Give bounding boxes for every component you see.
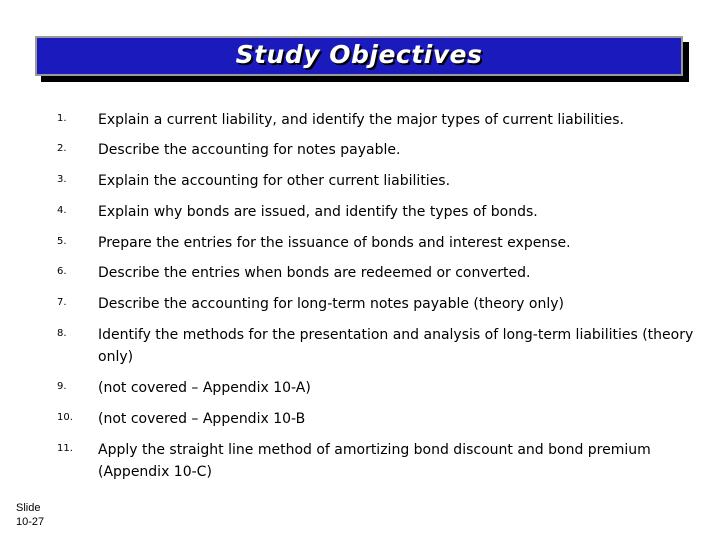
objective-text: Identify the methods for the presentation and analysis of long-term liabilities (theory only) bbox=[98, 327, 694, 365]
objective-text: Describe the accounting for long-term notes payable (theory only) bbox=[98, 296, 564, 312]
objective-number: 2. bbox=[57, 143, 67, 154]
objective-text: Describe the accounting for notes payable. bbox=[98, 142, 401, 158]
objective-number: 4. bbox=[57, 205, 67, 216]
slide-label-word: Slide bbox=[16, 502, 41, 514]
objective-number: 3. bbox=[57, 174, 67, 185]
slide-label-number: 10-27 bbox=[16, 516, 45, 528]
objective-number: 6. bbox=[57, 266, 67, 277]
objective-number: 5. bbox=[57, 236, 67, 247]
objective-text: Explain why bonds are issued, and identify the types of bonds. bbox=[98, 204, 538, 220]
objective-number: 9. bbox=[57, 381, 67, 392]
objective-number: 8. bbox=[57, 328, 67, 339]
slide-number-label bbox=[16, 501, 44, 529]
objective-number: 7. bbox=[57, 297, 67, 308]
objective-text: (not covered – Appendix 10-B bbox=[98, 411, 306, 427]
objective-text: Explain a current liability, and identify the major types of current liabilities. bbox=[98, 112, 624, 128]
objective-text: Prepare the entries for the issuance of bonds and interest expense. bbox=[98, 235, 571, 251]
objective-number: 1. bbox=[57, 113, 67, 124]
objective-text: Explain the accounting for other current liabilities. bbox=[98, 173, 451, 189]
objective-number: 10. bbox=[57, 412, 73, 423]
objective-text: (not covered – Appendix 10-A) bbox=[98, 380, 311, 396]
slide-title: Study Objectives bbox=[235, 39, 483, 69]
objective-number: 11. bbox=[57, 443, 73, 454]
objective-text: Apply the straight line method of amortizing bond discount and bond premium (Appendix 10-C) bbox=[98, 442, 651, 480]
objective-text: Describe the entries when bonds are redeemed or converted. bbox=[98, 265, 531, 281]
